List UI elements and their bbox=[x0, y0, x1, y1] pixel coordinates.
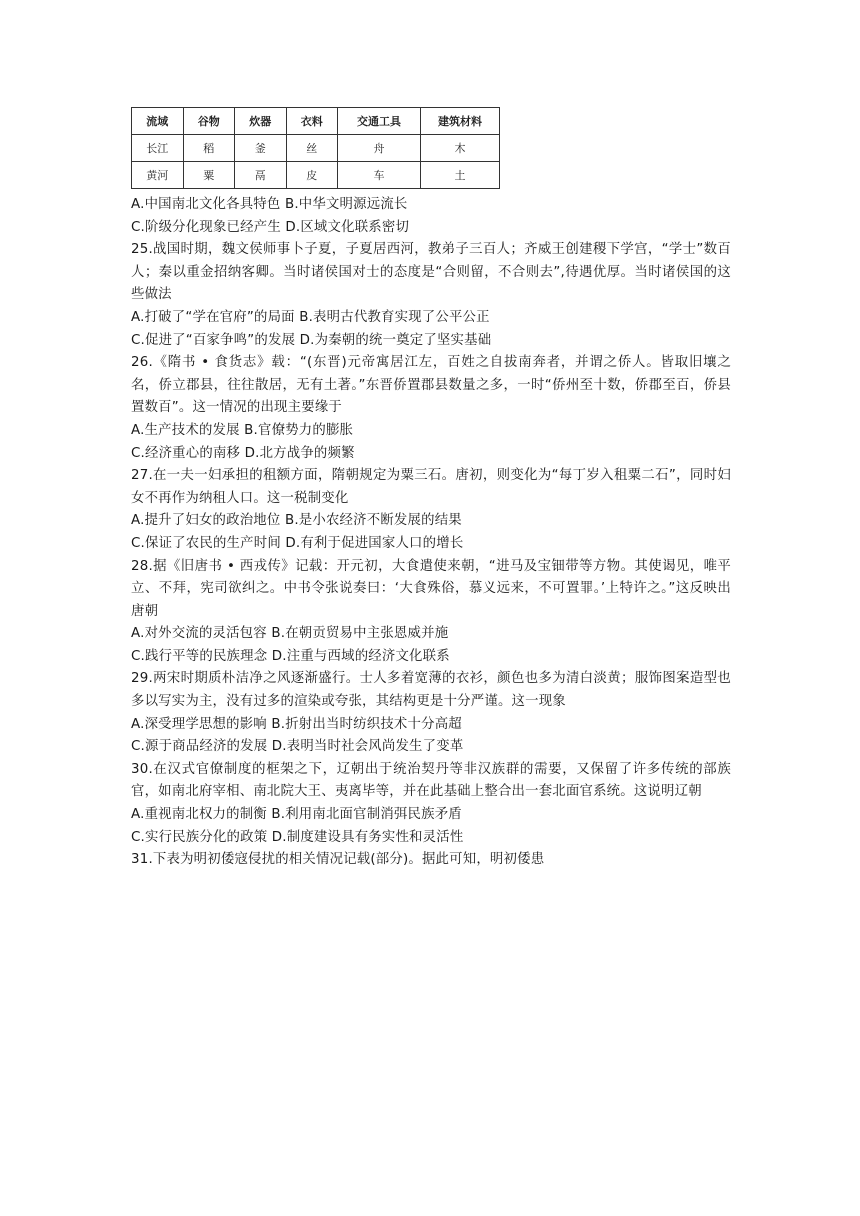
question-text bbox=[131, 194, 731, 872]
option-line: C.阶级分化现象已经产生 D.区域文化联系密切 bbox=[131, 219, 410, 235]
question-26-stem: 26.《隋书 • 食货志》载：“(东晋)元帝寓居江左，百姓之自拔南奔者，并谓之侨人。皆取旧壤之名，侨立郡县，往往散居，无有土著。”东晋侨置郡县数量之多，一时“侨州至十数，侨郡至百，侨县置数百”。这一情况的出现主要缘于 bbox=[131, 355, 731, 416]
table-cell: 车 bbox=[338, 162, 421, 189]
option-line: A.对外交流的灵活包容 B.在朝贡贸易中主张恩威并施 bbox=[131, 626, 449, 642]
option-line: C.实行民族分化的政策 D.制度建设具有务实性和灵活性 bbox=[131, 829, 464, 845]
question-25-stem: 25.战国时期，魏文侯师事卜子夏，子夏居西河，教弟子三百人；齐威王创建稷下学宫，“学士”数百人；秦以重金招纳客卿。当时诸侯国对士的态度是“合则留，不合则去”,待遇优厚。当时诸侯国的这些做法 bbox=[131, 242, 731, 303]
option-line: A.深受理学思想的影响 B.折射出当时纺织技术十分高超 bbox=[131, 716, 462, 732]
option-line: C.促进了“百家争鸣”的发展 D.为秦朝的统一奠定了坚实基础 bbox=[131, 332, 492, 348]
option-line: A.生产技术的发展 B.官僚势力的膨胀 bbox=[131, 422, 354, 438]
table-cell: 粟 bbox=[183, 162, 235, 189]
option-line: C.保证了农民的生产时间 D.有利于促进国家人口的增长 bbox=[131, 535, 464, 551]
table-header-cell: 流域 bbox=[132, 108, 184, 135]
table-cell: 鬲 bbox=[235, 162, 287, 189]
table-cell: 土 bbox=[421, 162, 500, 189]
question-29-stem: 29.两宋时期质朴洁净之风逐渐盛行。士人多着宽薄的衣衫，颜色也多为清白淡黄；服饰图案造型也多以写实为主，没有过多的渲染或夸张，其结构更是十分严谨。这一现象 bbox=[131, 671, 731, 710]
table-cell: 舟 bbox=[338, 135, 421, 162]
question-31-stem: 31.下表为明初倭寇侵扰的相关情况记载(部分)。据此可知，明初倭患 bbox=[131, 852, 545, 868]
table-cell: 釜 bbox=[235, 135, 287, 162]
option-line: C.源于商品经济的发展 D.表明当时社会风尚发生了变革 bbox=[131, 739, 464, 755]
table-cell: 木 bbox=[421, 135, 500, 162]
table-header-cell: 建筑材料 bbox=[421, 108, 500, 135]
option-line: A.提升了妇女的政治地位 B.是小农经济不断发展的结果 bbox=[131, 513, 462, 529]
table-header-cell: 交通工具 bbox=[338, 108, 421, 135]
table-cell: 皮 bbox=[286, 162, 338, 189]
table-cell: 黄河 bbox=[132, 162, 184, 189]
table-cell: 稻 bbox=[183, 135, 235, 162]
table-header-cell: 衣料 bbox=[286, 108, 338, 135]
question-28-stem: 28.据《旧唐书 • 西戎传》记载：开元初，大食遣使来朝，“进马及宝钿带等方物。其使谒见，唯平立、不拜，宪司欲纠之。中书令张说奏曰：‘大食殊俗，慕义远来，不可置罪。’上特许之。”这反映出唐朝 bbox=[131, 558, 731, 619]
table-cell: 丝 bbox=[286, 135, 338, 162]
culture-comparison-table bbox=[131, 107, 500, 189]
option-line: C.践行平等的民族理念 D.注重与西域的经济文化联系 bbox=[131, 648, 450, 664]
option-line: A.重视南北权力的制衡 B.利用南北面官制消弭民族矛盾 bbox=[131, 807, 462, 823]
table-cell: 长江 bbox=[132, 135, 184, 162]
table-header-row bbox=[132, 108, 500, 135]
option-line: A.打破了“学在官府”的局面 B.表明古代教育实现了公平公正 bbox=[131, 309, 490, 325]
question-27-stem: 27.在一夫一妇承担的租额方面，隋朝规定为粟三石。唐初，则变化为“每丁岁入租粟二石”，同时妇女不再作为纳租人口。这一税制变化 bbox=[131, 468, 731, 506]
option-line: A.中国南北文化各具特色 B.中华文明源远流长 bbox=[131, 197, 408, 212]
option-line: C.经济重心的南移 D.北方战争的频繁 bbox=[131, 445, 355, 461]
question-30-stem: 30.在汉式官僚制度的框架之下，辽朝出于统治契丹等非汉族群的需要，又保留了许多传统的部族官，如南北府宰相、南北院大王、夷离毕等，并在此基础上整合出一套北面官系统。这说明辽朝 bbox=[131, 761, 731, 800]
table-header-cell: 谷物 bbox=[183, 108, 235, 135]
table-row bbox=[132, 162, 500, 189]
table-header-cell: 炊器 bbox=[235, 108, 287, 135]
table-row bbox=[132, 135, 500, 162]
